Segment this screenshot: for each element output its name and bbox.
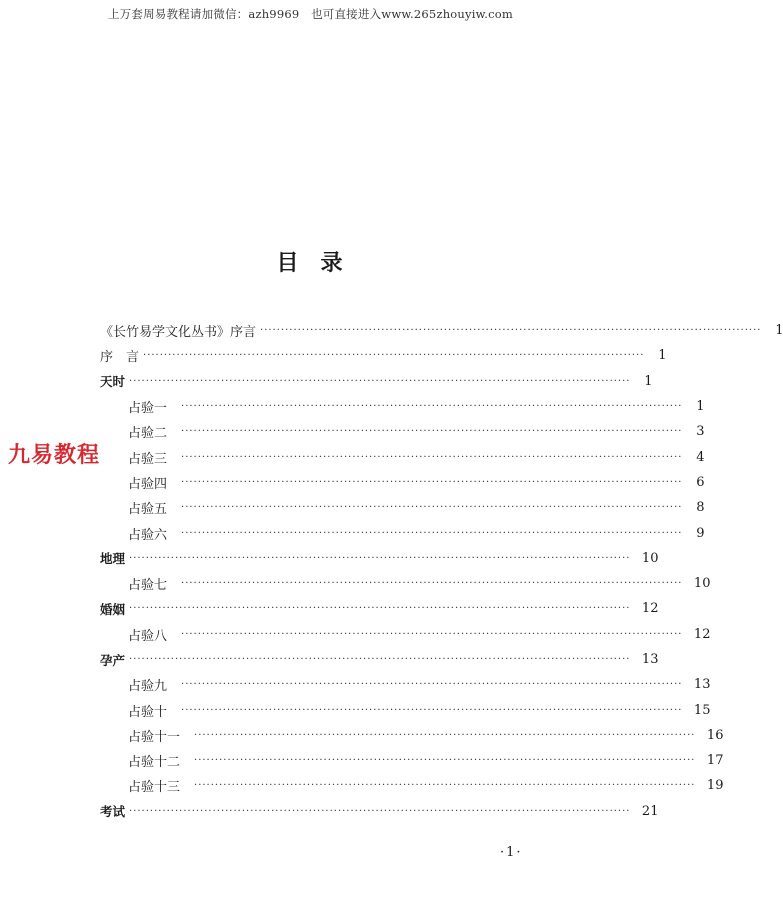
toc-entry-page: 9 bbox=[696, 525, 705, 541]
toc-entry-label: 占验六 bbox=[128, 527, 168, 543]
table-of-contents bbox=[100, 318, 783, 824]
toc-entry-label: 占验一 bbox=[128, 401, 168, 417]
toc-leader-dots: ························································································································ bbox=[181, 401, 683, 413]
toc-entry-label: 占验十三 bbox=[128, 780, 181, 796]
toc-entry-label: 地理 bbox=[100, 551, 126, 567]
toc-leader-dots: ························································································································ bbox=[181, 527, 683, 539]
toc-entry[interactable] bbox=[100, 546, 659, 571]
toc-entry-page: 6 bbox=[696, 474, 705, 490]
toc-entry-label: 占验四 bbox=[128, 476, 168, 492]
toc-entry-page: 21 bbox=[641, 803, 659, 819]
toc-leader-dots: ························································································································ bbox=[194, 780, 696, 792]
toc-subentry[interactable] bbox=[100, 495, 705, 520]
page-number: ·1· bbox=[500, 845, 523, 860]
toc-leader-dots: ························································································································ bbox=[181, 679, 683, 691]
toc-leader-dots: ························································································································ bbox=[181, 502, 683, 514]
toc-entry-page: 17 bbox=[706, 753, 724, 769]
toc-subentry[interactable] bbox=[100, 571, 711, 596]
toc-entry-page: 3 bbox=[696, 424, 705, 440]
toc-entry-label: 考试 bbox=[100, 804, 126, 820]
toc-entry-label: 占验五 bbox=[128, 502, 168, 518]
toc-leader-dots: ························································································································ bbox=[194, 729, 696, 741]
toc-entry-label: 序 言 bbox=[100, 350, 140, 366]
toc-leader-dots: ························································································································ bbox=[129, 552, 631, 564]
toc-subentry[interactable] bbox=[100, 520, 705, 545]
toc-subentry[interactable] bbox=[100, 697, 711, 722]
toc-subentry[interactable] bbox=[100, 419, 705, 444]
toc-entry-page: 1 bbox=[658, 348, 667, 364]
toc-entry[interactable] bbox=[100, 647, 659, 672]
toc-leader-dots: ························································································································ bbox=[194, 755, 696, 767]
toc-entry-page: 10 bbox=[641, 550, 659, 566]
toc-subentry[interactable] bbox=[100, 394, 705, 419]
toc-entry[interactable] bbox=[100, 799, 659, 824]
toc-entry[interactable] bbox=[100, 596, 659, 621]
toc-leader-dots: ························································································································ bbox=[181, 476, 683, 488]
toc-leader-dots: ························································································································ bbox=[260, 325, 762, 337]
watermark-logo: 九易教程 bbox=[8, 443, 101, 468]
toc-entry-page: 19 bbox=[706, 778, 724, 794]
toc-entry[interactable] bbox=[100, 369, 653, 394]
page-header-text: 上万套周易教程请加微信：azh9969 也可直接进入www.265zhouyiw.com bbox=[107, 7, 514, 21]
toc-leader-dots: ························································································································ bbox=[129, 805, 631, 817]
toc-leader-dots: ························································································································ bbox=[181, 578, 683, 590]
toc-subentry[interactable] bbox=[100, 622, 711, 647]
toc-subentry[interactable] bbox=[100, 444, 705, 469]
toc-entry-page: 15 bbox=[693, 702, 711, 718]
toc-leader-dots: ························································································································ bbox=[129, 603, 631, 615]
toc-entry[interactable] bbox=[100, 343, 667, 368]
toc-entry-label: 天时 bbox=[100, 374, 126, 390]
toc-subentry[interactable] bbox=[100, 470, 705, 495]
toc-entry-label: 占验十一 bbox=[128, 729, 181, 745]
toc-leader-dots: ························································································································ bbox=[129, 375, 631, 387]
toc-leader-dots: ························································································································ bbox=[181, 451, 683, 463]
toc-entry-page: 12 bbox=[693, 626, 711, 642]
toc-entry-label: 占验十 bbox=[128, 704, 168, 720]
toc-entry-label: 《长竹易学文化丛书》序言 bbox=[100, 325, 257, 341]
toc-entry-label: 婚姻 bbox=[100, 601, 126, 617]
page-title: 目录 bbox=[276, 251, 365, 276]
toc-entry-page: 13 bbox=[693, 677, 711, 693]
toc-entry-label: 占验二 bbox=[128, 426, 168, 442]
toc-entry-label: 占验三 bbox=[128, 451, 168, 467]
toc-entry-label: 占验十二 bbox=[128, 755, 181, 771]
toc-entry-page: 10 bbox=[693, 576, 711, 592]
toc-subentry[interactable] bbox=[100, 748, 724, 773]
toc-subentry[interactable] bbox=[100, 773, 724, 798]
toc-entry-page: 1 bbox=[644, 373, 653, 389]
toc-entry-page: 1 bbox=[775, 323, 783, 339]
toc-entry-page: 13 bbox=[641, 652, 659, 667]
toc-entry-page: 16 bbox=[706, 727, 724, 743]
toc-entry-label: 占验九 bbox=[128, 679, 168, 695]
toc-leader-dots: ························································································································ bbox=[181, 426, 683, 438]
toc-entry-label: 孕产 bbox=[100, 652, 126, 668]
toc-leader-dots: ························································································································ bbox=[181, 628, 683, 640]
toc-entry-page: 4 bbox=[696, 449, 705, 465]
toc-leader-dots: ························································································································ bbox=[181, 704, 683, 716]
toc-entry-label: 占验八 bbox=[128, 628, 168, 644]
toc-entry-page: 12 bbox=[641, 601, 659, 617]
toc-entry-page: 1 bbox=[696, 399, 705, 415]
toc-subentry[interactable] bbox=[100, 723, 724, 748]
toc-entry[interactable] bbox=[100, 318, 783, 343]
toc-subentry[interactable] bbox=[100, 672, 711, 697]
toc-entry-label: 占验七 bbox=[128, 578, 168, 594]
toc-entry-page: 8 bbox=[696, 500, 705, 516]
toc-leader-dots: ························································································································ bbox=[143, 350, 645, 362]
toc-leader-dots: ························································································································ bbox=[129, 654, 631, 665]
